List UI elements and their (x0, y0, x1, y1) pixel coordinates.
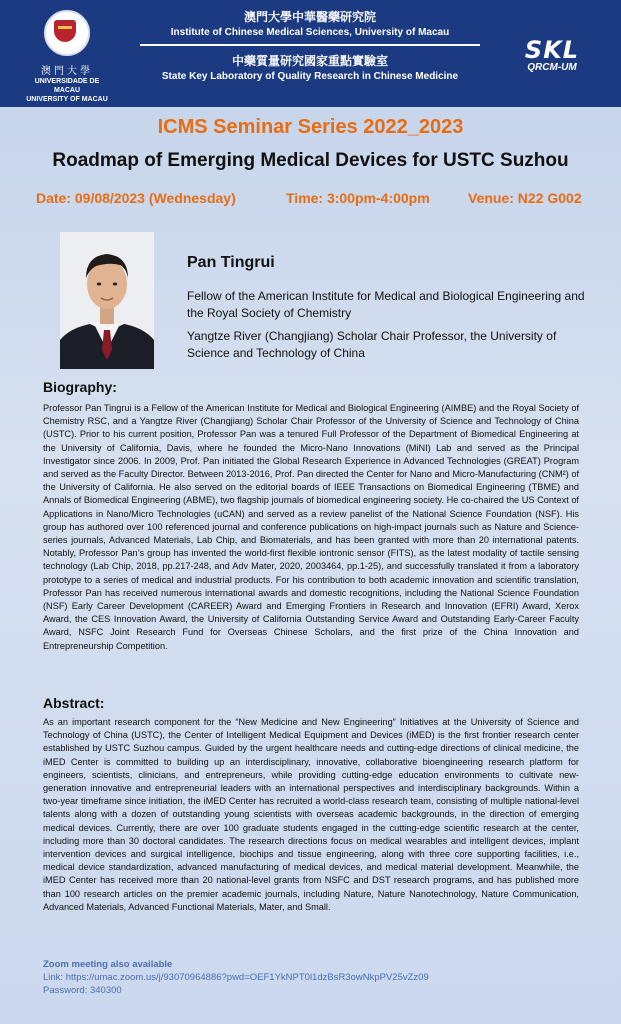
lab-cn: 中藥質量研究國家重點實驗室 (231, 54, 388, 68)
speaker-name: Pan Tingrui (187, 254, 275, 271)
speaker-role-professor: Yangtze River (Changjiang) Scholar Chair Professor, the University of Science and Technology of China (187, 329, 557, 360)
skl-logo (499, 38, 605, 76)
speaker-photo (60, 232, 154, 369)
speaker-portrait-icon (60, 232, 154, 369)
biography-text: Professor Pan Tingrui is a Fellow of the American Institute for Medical and Biological Engineering (AIMBE) and the Royal Society of Chemistry RSC, and a Yangtze River (Changjiang) Scholar Chair Professor of the University of Science and Technology of China (USTC). Prior to his current position, Professor Pan was a tenured Full Professor of the Department of Biomedical Engineering at the University of California, Davis, where he founded the Micro-Nano Innovations (MiNI) Lab and served as the Principal Investigator since 2006. In 2009, Prof. Pan initiated the Global Research Experience in Advanced Technologies (GREAT) Program and served as the Faculty Director. Between 2013-2016, Prof. Pan directed the Center for Nano and Micro-Manufacturing (CNM²) of the University of California. He also served on the editorial boards of IEEE Transactions on Biomedical Engineering (TBME) and Annals of Biomedical Engineering (ABME), two flagship journals of biomedical engineering society. He co-chaired the US Context of Applications in Nano/Micro Technologies (uCAN) and served as a review panelist of the National Science Foundation (NSF). His group has authored over 100 referenced journal and conference publications on high-impact journals such as Nature and Science-series journals, Advanced Materials, Lab Chip, and Biomaterials, and has been granted with more than 20 international patents. Notably, Professor Pan’s group has invented the world-first flexible iontronic sensor (FITS), as the latest modality of tactile sensing technology (Lab Chip, 2018, pp.217-248, and Adv Mater, 2020, 2003464, pp.1-25), and successfully translated it from a laboratory prototype to a series of medical and industrial products. For his contribution to both academic innovation and scientific translation, Professor Pan has received numerous international awards and domestic recognitions, including the National Science Foundation (NSF) Early Career Development (CAREER) Award and Emerging Frontiers in Research and Innovation (EFRI) Award, Xerox Award, the CES Innovation Award, the University of California Outstanding Service Award and Outstanding Early-Career Faculty Award, NSFC Joint Research Fund for Overseas Chinese Scholars, and the first prize of the China Innovation and Entrepreneurship Competition. (43, 403, 579, 651)
abstract-text: As an important research component for the “New Medicine and New Engineering” Initiatives at the University of Science and Technology of China (USTC), the Center of Intelligent Medical Equipment and Devices (iMED) is the first frontier research center established by USTC Suzhou campus. Guided by the urgent healthcare needs and cutting-edge directions of clinical medicine, the iMED Center is committed to building up an interdisciplinary, innovative, collaborative bioengineering research platform for engineers, scientists, clinicians, and entrepreneurs, while providing cutting-edge education environments to cultivate new-generation innovative and entrepreneurial leaders with an international perspectives and interdisciplinary backgrounds. Within a two-year timeframe since initiation, the iMED Center has recruited a world-class research team, consisting of multiple national-level talents along with a dozen of outstanding young scientists with overseas academic backgrounds, in the direction of emerging medical devices. Currently, there are over 100 graduate students engaged in the cutting-edge scientific research at the center, including more than 30 doctoral candidates. The research directions focus on medical wearables and intelligent devices, implant intervention devices and surgical intelligence, biochips and tissue engineering, along with three core supporting facilities, i.e., medical device standardization, advanced manufacturing of medical devices, and medical material development. Meanwhile, the iMED Center has received more than 20 national-level grants from NSFC and DST research programs, and has published more than 100 research articles on the premier academic journals, including Nature, Nature Nanotechnology, Nature Communication, Advanced Materials, Advanced Functional Materials, Mater, and Small. (43, 717, 579, 912)
lab-en: State Key Laboratory of Quality Research in Chinese Medicine (161, 71, 459, 82)
seminar-title: Roadmap of Emerging Medical Devices for USTC Suzhou (52, 150, 569, 171)
biography-heading: Biography: (43, 379, 117, 395)
um-logo-pt: UNIVERSIDADE DE MACAU (34, 78, 100, 94)
zoom-info (43, 958, 429, 997)
institute-block (130, 8, 490, 82)
um-logo (22, 10, 112, 104)
um-logo-cn: 澳門大學 (41, 66, 93, 77)
seminar-venue: Venue: N22 G002 (468, 190, 582, 206)
seminar-date: Date: 09/08/2023 (Wednesday) (36, 190, 236, 206)
skl-logo-bottom: QRCM-UM (527, 62, 577, 73)
zoom-link[interactable]: Link: https://umac.zoom.us/j/93070964886?pwd=OEF1YkNPT0l1dzBsR3owNkpPV25vZz09 (43, 972, 429, 983)
skl-logo-top: SKL (524, 36, 580, 64)
um-logo-en: UNIVERSITY OF MACAU (26, 96, 108, 103)
seminar-series: ICMS Seminar Series 2022_2023 (157, 116, 464, 138)
um-seal-icon (44, 10, 90, 56)
header-divider (140, 44, 480, 46)
abstract-heading: Abstract: (43, 695, 105, 711)
institute-cn: 澳門大學中華醫藥研究院 (243, 10, 376, 24)
speaker-role-fellow: Fellow of the American Institute for Medical and Biological Engineering and the Royal Society of Chemistry (187, 289, 585, 320)
institute-en: Institute of Chinese Medical Sciences, University of Macau (170, 27, 450, 38)
header-banner (0, 0, 621, 107)
zoom-password: Password: 340300 (43, 985, 122, 996)
zoom-title: Zoom meeting also available (43, 959, 173, 970)
seminar-time: Time: 3:00pm-4:00pm (286, 190, 430, 206)
